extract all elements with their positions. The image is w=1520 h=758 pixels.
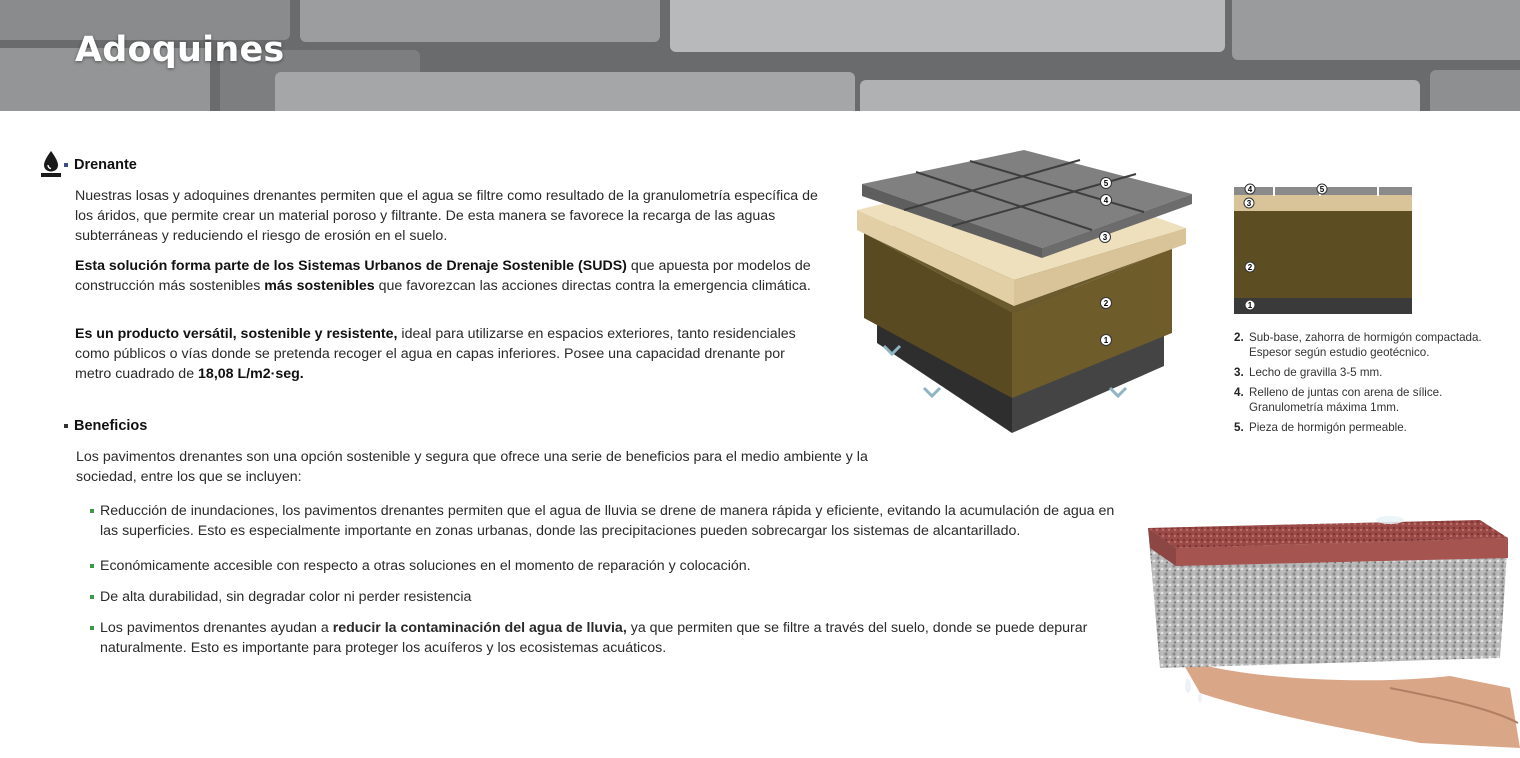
item4-bold-text: reducir la contaminación del agua de lluvia, (332, 620, 627, 636)
item4-text-b: ya que permiten que se filtre a través del suelo, donde se puede depurar naturalmente. Esto es importante para proteger los acuíferos y los ecosistemas acuáticos. (100, 620, 1088, 656)
legend-text: Pieza de hormigón permeable. (1249, 421, 1407, 434)
layer-number: 2 (1247, 263, 1253, 272)
drenante-paragraph-3 (75, 324, 825, 384)
beneficios-heading (64, 418, 147, 434)
drenante-heading (64, 157, 137, 173)
suds-bold-text: Esta solución forma parte de los Sistemas Urbanos de Drenaje Sostenible (SUDS) (75, 258, 627, 274)
p2-text-b: que favorezcan las acciones directas contra la emergencia climática. (374, 278, 811, 294)
legend-row (1234, 420, 1504, 435)
layer-legend (1234, 330, 1504, 440)
layer-number: 5 (1319, 185, 1325, 194)
legend-number: 5. (1234, 421, 1244, 434)
legend-text: Sub-base, zahorra de hormigón compactada. Espesor según estudio geotécnico. (1249, 331, 1482, 359)
hand-shape (1180, 658, 1520, 748)
layer-number: 2 (1103, 299, 1109, 308)
capacity-value: 18,08 L/m2·seg. (198, 366, 304, 382)
legend-text: Lecho de gravilla 3-5 mm. (1249, 366, 1383, 379)
p3-text-a: ideal para utilizarse en espacios exteriores, tanto residenciales como públicos o vías donde se pretenda recoger el agua en capas inferiores. Posee una capacidad drenante por metro cuadrado de (75, 326, 796, 382)
layer-number: 4 (1247, 185, 1253, 194)
legend-row (1234, 330, 1504, 360)
legend-text: Relleno de juntas con arena de sílice. Granulometría máxima 1mm. (1249, 386, 1443, 414)
layer-section-diagram (1232, 182, 1414, 316)
drenante-paragraph-2 (75, 256, 825, 296)
p3-bold-text: Es un producto versátil, sostenible y resistente, (75, 326, 398, 342)
list-item: Económicamente accesible con respecto a otras soluciones en el momento de reparación y colocación. (90, 556, 1120, 576)
list-item (90, 618, 1120, 658)
list-item: Reducción de inundaciones, los pavimentos drenantes permiten que el agua de lluvia se drene de manera rápida y eficiente, evitando la acumulación de agua en las superficies. Esto es especialmente importante en zonas urbanas, donde las precipitaciones pueden sobrecargar los sistemas de alcantarillado. (90, 501, 1120, 541)
ground-layer (1234, 298, 1412, 314)
p2-bold-text-2: más sostenibles (264, 278, 375, 294)
gravel-layer (1234, 195, 1412, 211)
legend-number: 4. (1234, 386, 1244, 399)
subbase-layer (1234, 211, 1412, 298)
heading-bullet (64, 424, 68, 428)
drenante-paragraph-1: Nuestras losas y adoquines drenantes permiten que el agua se filtre como resultado de la granulometría específica de los áridos, que permite crear un material poroso y filtrante. De esta manera se favorece la recarga de las aguas subterráneas y reduciendo el riesgo de erosión en el suelo. (75, 188, 818, 244)
legend-row (1234, 365, 1504, 380)
water-drop-icon (40, 150, 62, 178)
layer-number: 5 (1103, 179, 1109, 188)
permeable-paver-photo (1140, 508, 1520, 758)
layer-number: 1 (1247, 301, 1253, 310)
layer-number: 4 (1103, 196, 1109, 205)
item4-text-a: Los pavimentos drenantes ayudan a (100, 620, 333, 636)
heading-bullet (64, 163, 68, 167)
layer-number: 3 (1246, 199, 1252, 208)
p2-text-a: que apuesta por modelos de construcción más sostenibles (75, 258, 811, 294)
list-item: De alta durabilidad, sin degradar color ni perder resistencia (90, 587, 1120, 607)
layer-number: 3 (1102, 233, 1108, 242)
beneficios-intro: Los pavimentos drenantes son una opción sostenible y segura que ofrece una serie de beneficios para el medio ambiente y la sociedad, entre los que se incluyen: (76, 449, 868, 485)
layer-3d-diagram (852, 148, 1197, 438)
legend-number: 3. (1234, 366, 1244, 379)
beneficios-heading-text: Beneficios (74, 418, 148, 434)
layer-number: 1 (1103, 336, 1109, 345)
page-title: Adoquines (75, 30, 285, 70)
drenante-heading-text: Drenante (74, 157, 137, 173)
legend-number: 2. (1234, 331, 1244, 344)
header-banner (0, 0, 1520, 111)
legend-row (1234, 385, 1504, 415)
